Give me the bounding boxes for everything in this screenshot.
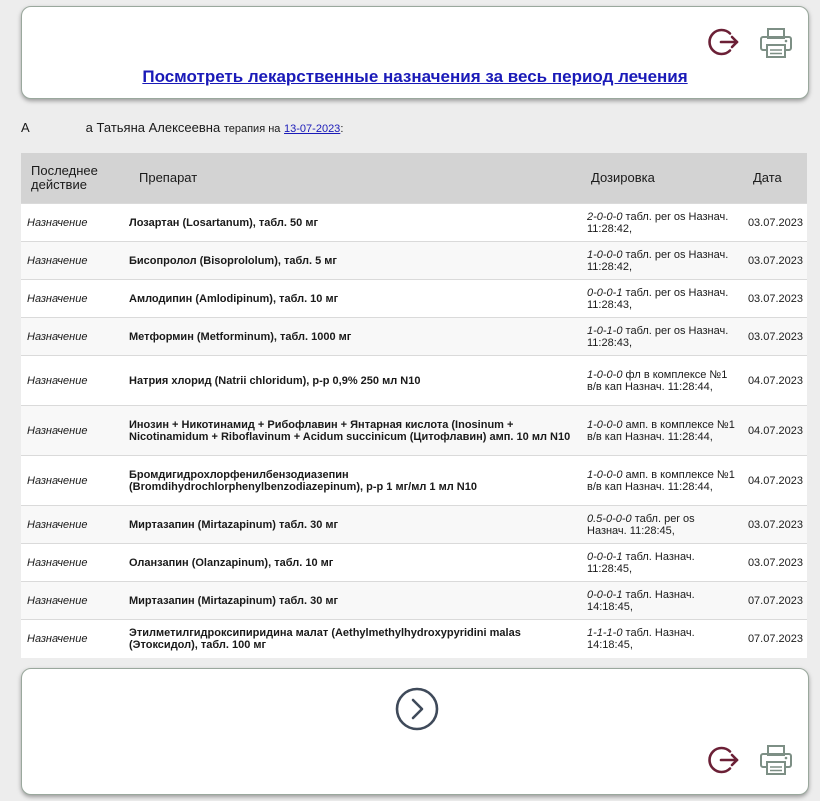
table-row: [21, 506, 807, 544]
dose-details: фл в комплексе №1 в/в кап Назнач. 11:28:44,: [587, 368, 728, 393]
date-cell: 03.07.2023: [741, 204, 807, 242]
dose-scheme: 1-1-1-0: [587, 626, 623, 639]
dose-details: табл. per os Назнач. 11:28:43,: [587, 324, 729, 349]
dosage-cell: [581, 356, 741, 406]
table-row: [21, 620, 807, 658]
dose-scheme: 0-0-0-1: [587, 286, 623, 299]
last-action-cell: Назначение: [21, 582, 123, 620]
drug-cell: Метформин (Metforminum), табл. 1000 мг: [123, 318, 581, 356]
date-cell: 07.07.2023: [741, 620, 807, 658]
logout-icon[interactable]: [706, 743, 740, 777]
last-action-cell: Назначение: [21, 456, 123, 506]
dose-scheme: 0-0-0-1: [587, 588, 623, 601]
drug-cell: Инозин + Никотинамид + Рибофлавин + Янтарная кислота (Inosinum + Nicotinamidum + Riboflavinum + Acidum succinicum (Цитофлавин) амп. 10 мл N10: [123, 406, 581, 456]
table-row: [21, 356, 807, 406]
date-cell: 03.07.2023: [741, 318, 807, 356]
drug-cell: Натрия хлорид (Natrii chloridum), р-р 0,9% 250 мл N10: [123, 356, 581, 406]
drug-cell: Бисопролол (Bisoprololum), табл. 5 мг: [123, 242, 581, 280]
drug-cell: Миртазапин (Mirtazapinum) табл. 30 мг: [123, 582, 581, 620]
date-cell: 04.07.2023: [741, 356, 807, 406]
dosage-cell: [581, 242, 741, 280]
date-cell: 03.07.2023: [741, 506, 807, 544]
col-last-action: Последнее действие: [21, 153, 123, 204]
dose-scheme: 1-0-0-0: [587, 368, 623, 381]
dose-scheme: 0-0-0-1: [587, 550, 623, 563]
date-cell: 04.07.2023: [741, 456, 807, 506]
last-action-cell: Назначение: [21, 506, 123, 544]
dosage-cell: [581, 620, 741, 658]
dose-details: табл. per os Назнач. 11:28:45,: [587, 512, 695, 537]
dose-details: табл. Назнач. 14:18:45,: [587, 588, 695, 613]
col-drug: Препарат: [123, 153, 581, 204]
dosage-cell: [581, 318, 741, 356]
table-row: [21, 280, 807, 318]
dose-details: амп. в комплексе №1 в/в кап Назнач. 11:28:44,: [587, 468, 735, 493]
last-action-cell: Назначение: [21, 406, 123, 456]
date-cell: 03.07.2023: [741, 544, 807, 582]
last-action-cell: Назначение: [21, 620, 123, 658]
table-row: [21, 544, 807, 582]
table-row: [21, 204, 807, 242]
view-full-period-link[interactable]: Посмотреть лекарственные назначения за весь период лечения: [142, 67, 688, 86]
prescriptions-table: [21, 153, 807, 658]
bottom-panel: [21, 668, 809, 795]
patient-name-prefix: А: [21, 120, 30, 135]
printer-icon[interactable]: [758, 26, 794, 60]
dose-scheme: 0.5-0-0-0: [587, 512, 632, 525]
col-date: Дата: [741, 153, 807, 204]
patient-name: а Татьяна Алексеевна: [85, 120, 221, 135]
dose-details: табл. per os Назнач. 11:28:43,: [587, 286, 729, 311]
drug-cell: Оланзапин (Olanzapinum), табл. 10 мг: [123, 544, 581, 582]
date-cell: 03.07.2023: [741, 280, 807, 318]
top-panel: [21, 6, 809, 99]
last-action-cell: Назначение: [21, 204, 123, 242]
dose-details: табл. per os Назнач. 11:28:42,: [587, 210, 729, 235]
table-row: [21, 406, 807, 456]
drug-cell: Миртазапин (Mirtazapinum) табл. 30 мг: [123, 506, 581, 544]
last-action-cell: Назначение: [21, 280, 123, 318]
dose-scheme: 1-0-0-0: [587, 468, 623, 481]
dose-details: табл. Назнач. 14:18:45,: [587, 626, 695, 651]
drug-cell: Лозартан (Losartanum), табл. 50 мг: [123, 204, 581, 242]
last-action-cell: Назначение: [21, 242, 123, 280]
therapy-date-link[interactable]: 13-07-2023: [284, 123, 341, 135]
dosage-cell: [581, 456, 741, 506]
table-row: [21, 582, 807, 620]
dosage-cell: [581, 204, 741, 242]
date-cell: 07.07.2023: [741, 582, 807, 620]
table-header-row: [21, 153, 807, 204]
dose-details: табл. per os Назнач. 11:28:42,: [587, 248, 729, 273]
therapy-label: терапия на: [223, 123, 281, 135]
logout-icon[interactable]: [706, 25, 740, 59]
dose-details: амп. в комплексе №1 в/в кап Назнач. 11:28:44,: [587, 418, 735, 443]
date-cell: 04.07.2023: [741, 406, 807, 456]
last-action-cell: Назначение: [21, 356, 123, 406]
dose-scheme: 1-0-0-0: [587, 248, 623, 261]
dosage-cell: [581, 406, 741, 456]
chevron-right-circle-icon[interactable]: [395, 687, 439, 731]
dose-scheme: 2-0-0-0: [587, 210, 623, 223]
date-cell: 03.07.2023: [741, 242, 807, 280]
drug-cell: Этилметилгидроксипиридина малат (Aethylmethylhydroxypyridini malas (Этоксидол), табл. 100 мг: [123, 620, 581, 658]
dosage-cell: [581, 582, 741, 620]
printer-icon[interactable]: [758, 743, 794, 777]
patient-info: [21, 120, 343, 135]
drug-cell: Амлодипин (Amlodipinum), табл. 10 мг: [123, 280, 581, 318]
table-row: [21, 318, 807, 356]
col-dosage: Дозировка: [581, 153, 741, 204]
dose-scheme: 1-0-1-0: [587, 324, 623, 337]
dosage-cell: [581, 544, 741, 582]
drug-cell: Бромдигидрохлорфенилбензодиазепин (Bromdihydrochlorphenylbenzodiazepinum), р-р 1 мг/мл 1 мл N10: [123, 456, 581, 506]
last-action-cell: Назначение: [21, 544, 123, 582]
table-row: [21, 242, 807, 280]
dose-scheme: 1-0-0-0: [587, 418, 623, 431]
dosage-cell: [581, 506, 741, 544]
dosage-cell: [581, 280, 741, 318]
colon: :: [340, 123, 344, 135]
table-row: [21, 456, 807, 506]
last-action-cell: Назначение: [21, 318, 123, 356]
dose-details: табл. Назнач. 11:28:45,: [587, 550, 695, 575]
table-body: [21, 204, 807, 658]
